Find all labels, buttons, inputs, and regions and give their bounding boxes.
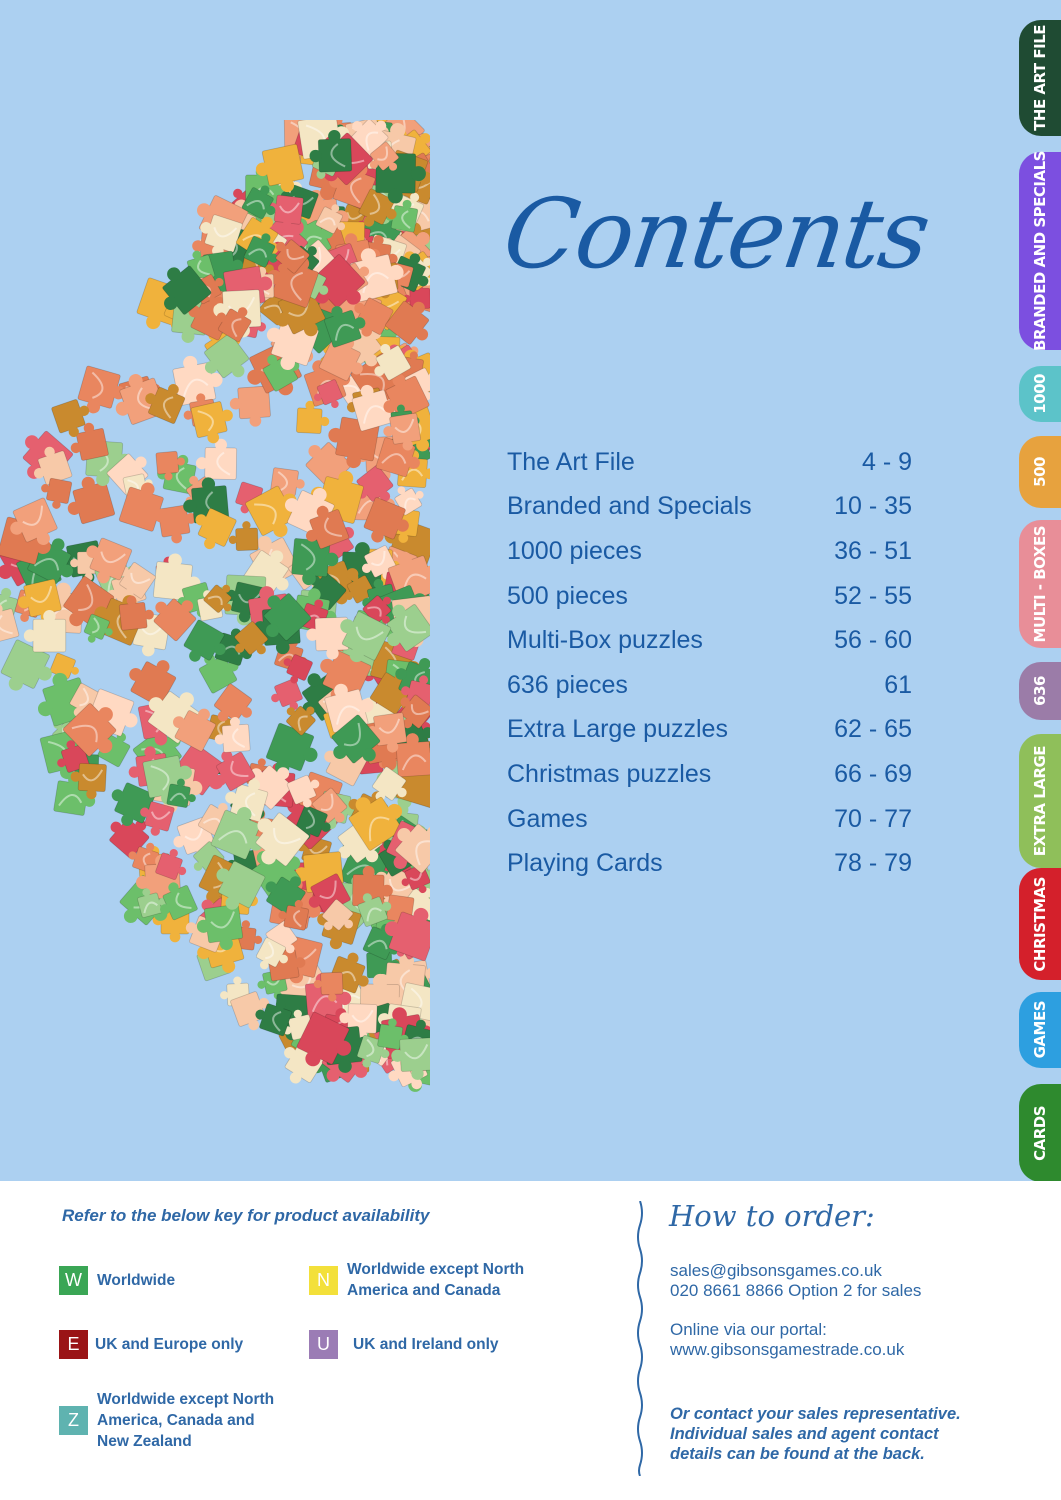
toc-pages: 61 bbox=[884, 670, 912, 699]
toc-row[interactable] bbox=[507, 752, 912, 797]
tab-cards[interactable] bbox=[1019, 1084, 1061, 1182]
tab-extra-large[interactable] bbox=[1019, 734, 1061, 868]
toc-label: Branded and Specials bbox=[507, 492, 752, 521]
table-of-contents bbox=[507, 440, 912, 886]
toc-row[interactable] bbox=[507, 663, 912, 708]
toc-pages: 36 - 51 bbox=[834, 536, 912, 565]
key-intro: Refer to the below key for product availability bbox=[62, 1206, 430, 1225]
tab-label: MULTI - BOXES bbox=[1031, 525, 1049, 643]
key-item-worldwide-except-na-nz bbox=[59, 1389, 287, 1452]
order-portal bbox=[670, 1320, 904, 1360]
tab-label: CHRISTMAS bbox=[1031, 876, 1049, 972]
toc-row[interactable] bbox=[507, 574, 912, 619]
order-note: Or contact your sales representative. Individual sales and agent contact details can be found at the back. bbox=[670, 1405, 961, 1463]
key-badge: Z bbox=[59, 1406, 88, 1435]
key-label: UK and Ireland only bbox=[353, 1336, 499, 1353]
toc-label: 500 pieces bbox=[507, 581, 628, 610]
toc-label: The Art File bbox=[507, 447, 635, 476]
tab-1000[interactable] bbox=[1019, 366, 1061, 422]
key-label: Worldwide except North America and Canada bbox=[347, 1261, 525, 1299]
toc-row[interactable] bbox=[507, 708, 912, 753]
toc-pages: 62 - 65 bbox=[834, 715, 912, 744]
toc-row[interactable] bbox=[507, 618, 912, 663]
wavy-divider bbox=[630, 1201, 650, 1476]
jigsaw-pieces-illustration bbox=[0, 120, 430, 1100]
toc-pages: 66 - 69 bbox=[834, 759, 912, 788]
tab-label: THE ART FILE bbox=[1031, 25, 1049, 131]
tab-500[interactable] bbox=[1019, 436, 1061, 508]
page-title: Contents bbox=[497, 178, 936, 290]
tab-label: 1000 bbox=[1031, 374, 1049, 414]
tab-label: 500 bbox=[1031, 457, 1049, 487]
toc-pages: 56 - 60 bbox=[834, 626, 912, 655]
toc-pages: 70 - 77 bbox=[834, 804, 912, 833]
toc-row[interactable] bbox=[507, 797, 912, 842]
key-label: Worldwide bbox=[97, 1272, 176, 1289]
toc-pages: 78 - 79 bbox=[834, 849, 912, 878]
how-to-order-heading: How to order: bbox=[669, 1199, 875, 1233]
order-phone: 020 8661 8866 Option 2 for sales bbox=[670, 1281, 922, 1300]
tab-multi-boxes[interactable] bbox=[1019, 520, 1061, 648]
key-item-uk-ireland bbox=[309, 1330, 499, 1359]
key-badge: N bbox=[309, 1266, 338, 1295]
toc-row[interactable] bbox=[507, 485, 912, 530]
toc-label: 636 pieces bbox=[507, 670, 628, 699]
tab-label: GAMES bbox=[1031, 1001, 1049, 1059]
tab-636[interactable] bbox=[1019, 662, 1061, 720]
toc-label: Games bbox=[507, 804, 588, 833]
tab-christmas[interactable] bbox=[1019, 868, 1061, 980]
key-item-worldwide bbox=[59, 1266, 175, 1295]
jigsaw-piece bbox=[196, 438, 237, 479]
tab-label: 636 bbox=[1031, 676, 1049, 706]
tab-label: EXTRA LARGE bbox=[1031, 745, 1049, 857]
tab-label: BRANDED AND SPECIALS bbox=[1031, 151, 1049, 351]
toc-label: Christmas puzzles bbox=[507, 759, 712, 788]
tab-the-art-file[interactable] bbox=[1019, 20, 1061, 136]
footer-panel bbox=[0, 1181, 1061, 1500]
toc-label: Extra Large puzzles bbox=[507, 715, 728, 744]
key-item-worldwide-except-na bbox=[309, 1259, 537, 1301]
toc-label: 1000 pieces bbox=[507, 536, 642, 565]
key-badge: E bbox=[59, 1330, 88, 1359]
toc-label: Playing Cards bbox=[507, 849, 663, 878]
toc-pages: 4 - 9 bbox=[861, 447, 912, 476]
tab-label: CARDS bbox=[1031, 1105, 1049, 1161]
key-item-uk-europe bbox=[59, 1330, 243, 1359]
key-label: UK and Europe only bbox=[95, 1336, 244, 1353]
portal-label: Online via our portal: bbox=[670, 1320, 827, 1339]
toc-row[interactable] bbox=[507, 841, 912, 886]
toc-row[interactable] bbox=[507, 529, 912, 574]
tab-games[interactable] bbox=[1019, 992, 1061, 1068]
toc-pages: 52 - 55 bbox=[834, 581, 912, 610]
tab-branded-and-specials[interactable] bbox=[1019, 152, 1061, 350]
order-email[interactable]: sales@gibsonsgames.co.uk bbox=[670, 1261, 882, 1280]
order-contact bbox=[670, 1261, 921, 1301]
portal-link[interactable]: www.gibsonsgamestrade.co.uk bbox=[670, 1340, 905, 1359]
toc-row[interactable] bbox=[507, 440, 912, 485]
toc-pages: 10 - 35 bbox=[834, 492, 912, 521]
toc-label: Multi-Box puzzles bbox=[507, 626, 703, 655]
jigsaw-piece bbox=[229, 386, 271, 428]
key-label: Worldwide except North America, Canada and New Zealand bbox=[97, 1391, 275, 1450]
key-badge: W bbox=[59, 1266, 88, 1295]
key-badge: U bbox=[309, 1330, 338, 1359]
